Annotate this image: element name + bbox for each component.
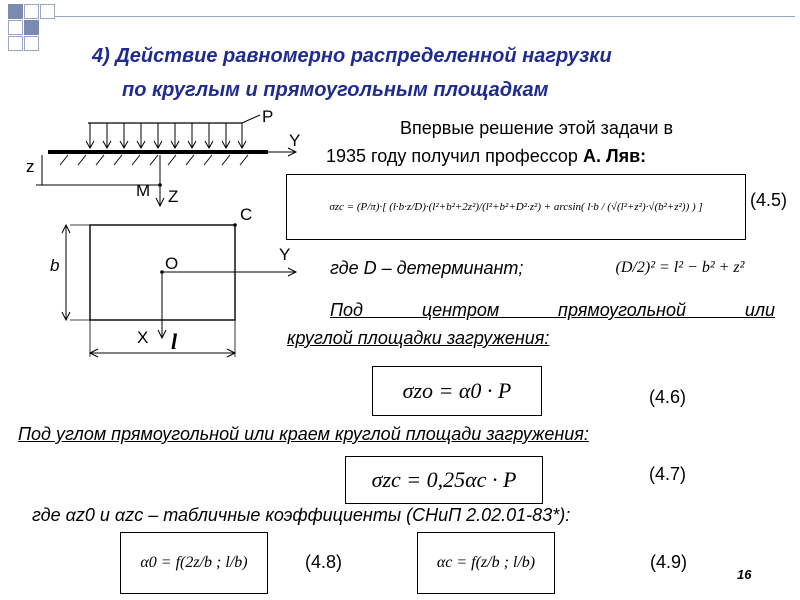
label-M: M: [136, 181, 151, 200]
eq-number-4-7: (4.7): [649, 464, 687, 484]
intro-line2: [326, 146, 646, 167]
label-C: C: [240, 205, 253, 224]
intro-author: А. Ляв:: [582, 146, 647, 166]
label-z: z: [26, 157, 35, 176]
decor-square: [8, 4, 23, 19]
center-text-line1: Под центром прямоугольной или: [330, 300, 775, 320]
decor-square: [8, 36, 23, 51]
decor-square: [24, 36, 39, 51]
corner-text: Под углом прямоугольной или краем круглой площади загружения:: [18, 424, 589, 444]
eq-number-4-6: (4.6): [649, 387, 687, 407]
formula-4-8: [120, 532, 268, 594]
label-l: l: [171, 329, 178, 354]
center-text-line2: круглой площадки загружения:: [287, 328, 550, 348]
formula-4-9-text: αc = f(z/b ; l/b): [436, 554, 536, 571]
eq-number-4-8: (4.8): [305, 552, 343, 572]
determinant-label: где D – детерминант;: [330, 258, 524, 278]
eq-number-4-5: (4.5): [750, 190, 788, 210]
formula-4-8-text: α0 = f(2z/b ; l/b): [140, 554, 248, 571]
formula-4-7: [345, 456, 543, 504]
decor-square: [24, 20, 39, 35]
intro-line1: Впервые решение этой задачи в: [400, 118, 674, 138]
page-number: 16: [737, 567, 752, 582]
label-b: b: [50, 256, 60, 275]
label-Y-mid: Y: [279, 245, 291, 264]
determinant-formula-text: (D/2)² = l² − b² + z²: [615, 259, 745, 276]
decor-square: [8, 20, 23, 35]
determinant-formula: [590, 242, 770, 294]
label-Y-top: Y: [289, 131, 301, 150]
load-diagram: [20, 105, 320, 365]
header-rule: [55, 16, 795, 17]
page-title-line2: по круглым и прямоугольным площадкам: [122, 79, 549, 101]
eq-number-4-9: (4.9): [650, 552, 688, 572]
coeff-text: где αz0 и αzc – табличные коэффициенты (СНиП 2.02.01-83*):: [32, 505, 571, 525]
intro-line2-prefix: 1935 году получил профессор: [326, 146, 583, 166]
label-O: O: [165, 254, 179, 273]
formula-4-6-text: σzo = α0 · P: [402, 378, 512, 403]
label-P: P: [262, 107, 274, 126]
page-title-line1: 4) Действие равномерно распределенной нагрузки: [92, 45, 612, 67]
load-arrows: [86, 123, 246, 148]
formula-4-6: [372, 366, 542, 416]
decor-square: [24, 4, 39, 19]
label-Z: Z: [168, 187, 179, 206]
formula-4-7-text: σzc = 0,25αc · P: [371, 467, 517, 492]
formula-4-9: [417, 532, 555, 594]
formula-4-5-text: σzc = (P/π)·[ (l·b·z/D)·(l²+b²+2z²)/(l²+b²+D²·z²) + arcsin( l·b / (√(l²+z²)·√(b²+z²)) ) ]: [329, 201, 703, 213]
formula-4-5: [286, 174, 746, 240]
label-X: X: [137, 328, 149, 347]
decor-square: [40, 4, 55, 19]
